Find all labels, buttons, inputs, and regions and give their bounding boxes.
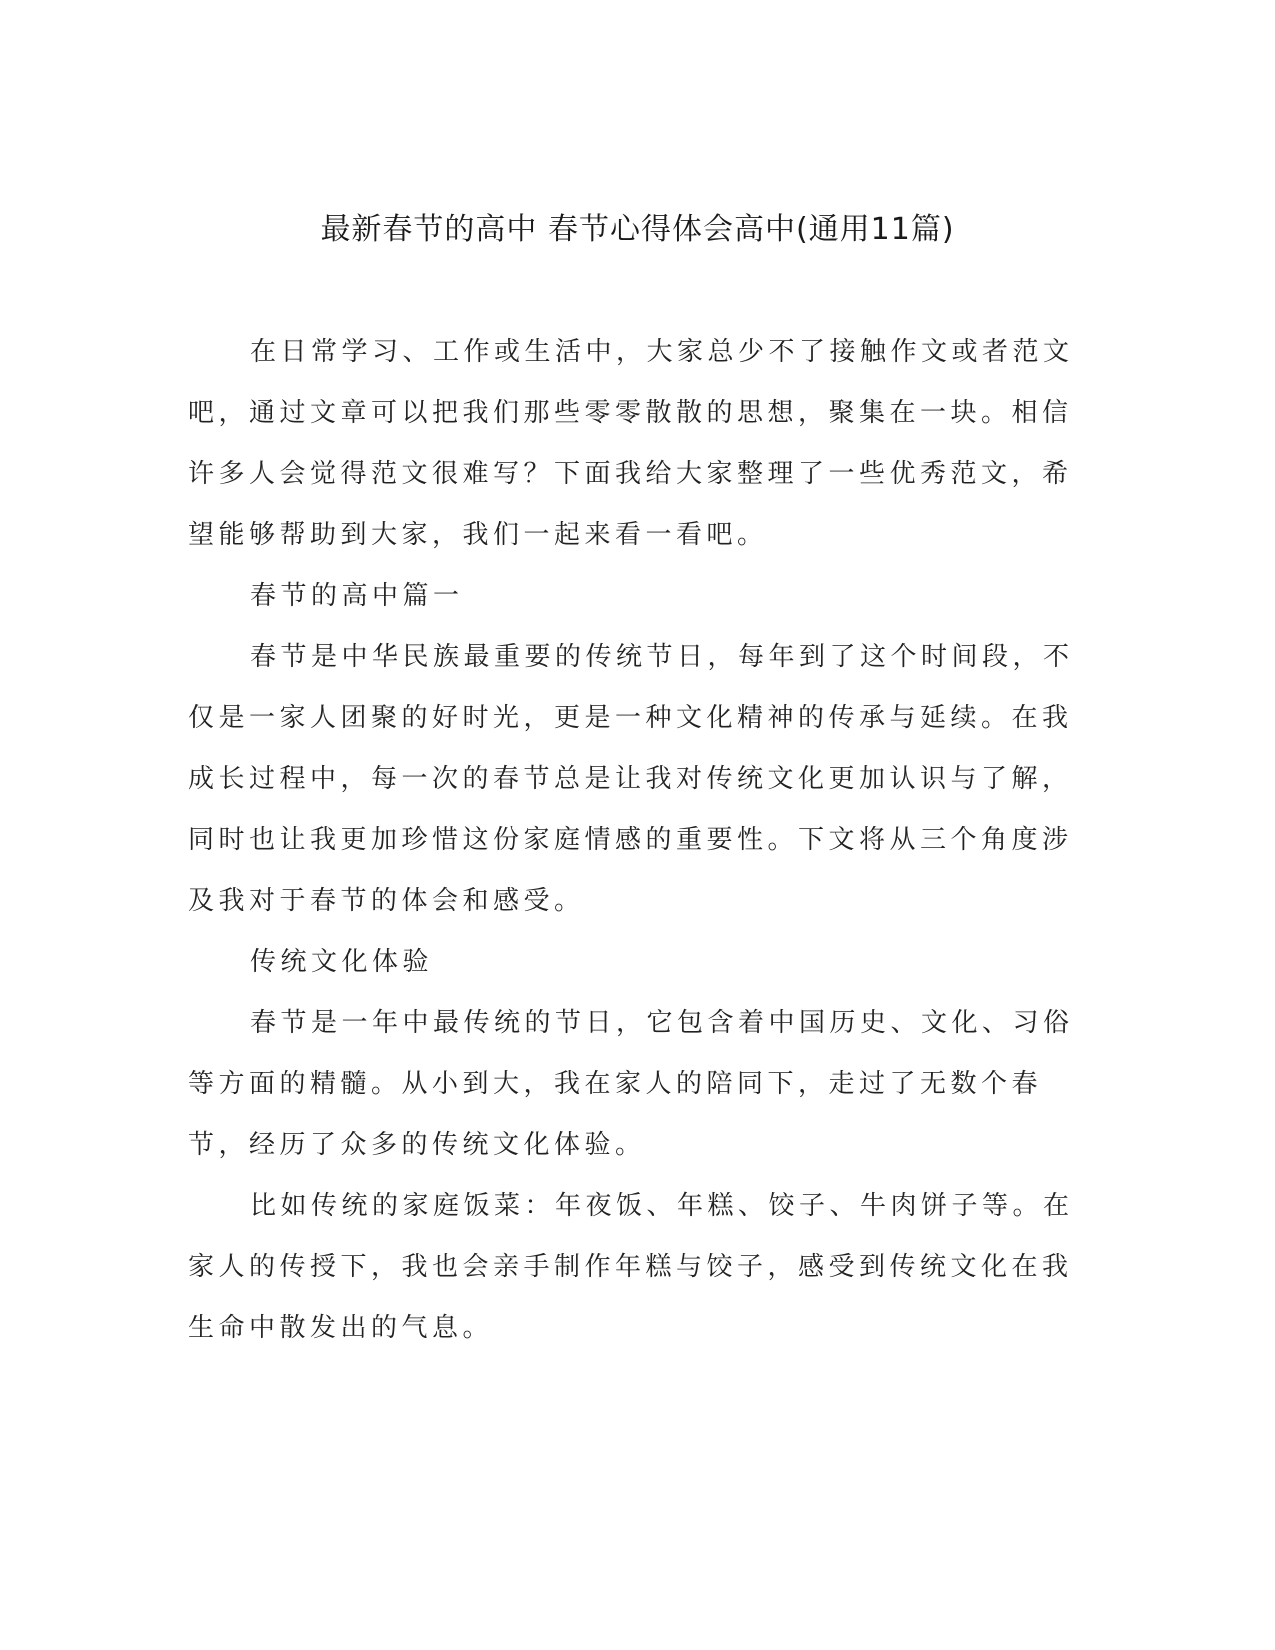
subheading-traditional-culture: 传统文化体验 (250, 947, 434, 977)
document-body (188, 322, 1088, 1359)
document-title: 最新春节的高中 春节心得体会高中(通用11篇) (320, 212, 955, 247)
body-paragraph: 春节是一年中最传统的节日，它包含着中国历史、文化、习俗等方面的精髓。从小到大，我在家人的陪同下，走过了无数个春节，经历了众多的传统文化体验。 (188, 1008, 1074, 1160)
section-heading-part-one: 春节的高中篇一 (250, 581, 464, 611)
body-paragraph: 春节是中华民族最重要的传统节日，每年到了这个时间段，不仅是一家人团聚的好时光，更是一种文化精神的传承与延续。在我成长过程中，每一次的春节总是让我对传统文化更加认识与了解，同时也让我更加珍惜这份家庭情感的重要性。下文将从三个角度涉及我对于春节的体会和感受。 (188, 642, 1074, 916)
intro-paragraph: 在日常学习、工作或生活中，大家总少不了接触作文或者范文吧，通过文章可以把我们那些零零散散的思想，聚集在一块。相信许多人会觉得范文很难写？下面我给大家整理了一些优秀范文，希望能够帮助到大家，我们一起来看一看吧。 (188, 337, 1074, 550)
body-paragraph: 比如传统的家庭饭菜：年夜饭、年糕、饺子、牛肉饼子等。在家人的传授下，我也会亲手制作年糕与饺子，感受到传统文化在我生命中散发出的气息。 (188, 1191, 1074, 1343)
